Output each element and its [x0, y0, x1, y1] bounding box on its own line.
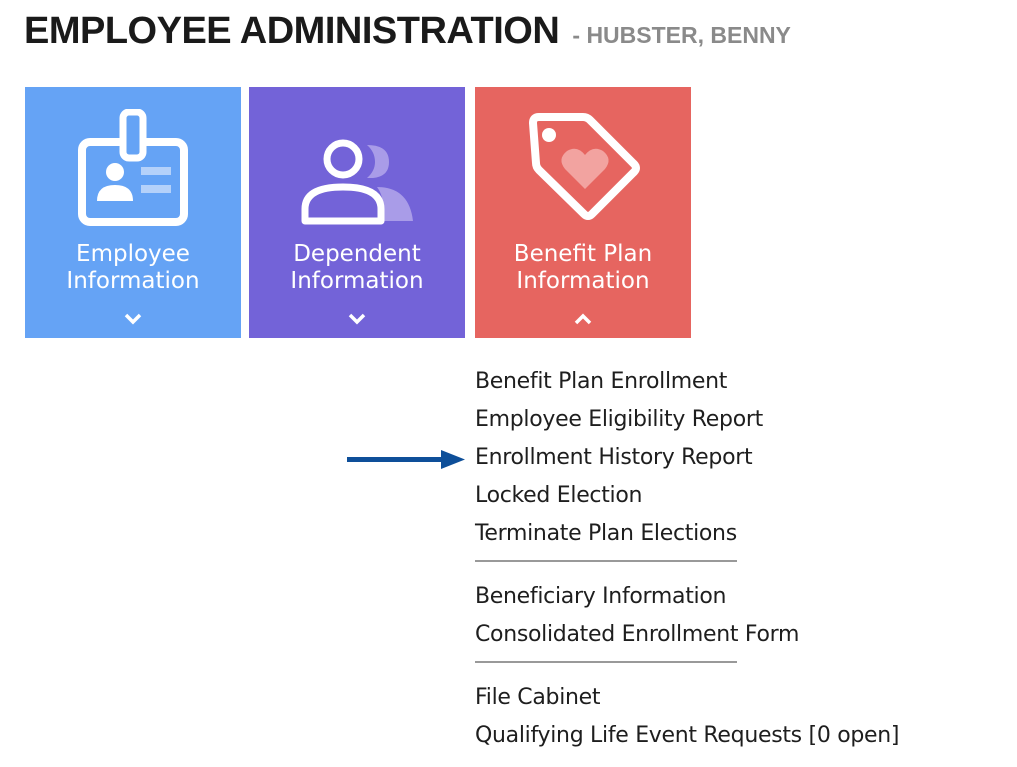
menu-item-file-cabinet[interactable]: File Cabinet [475, 685, 601, 710]
page-title-main: EMPLOYEE ADMINISTRATION [24, 10, 560, 52]
tile-employee-information[interactable] [25, 87, 241, 338]
menu-item-employee-eligibility-report[interactable]: Employee Eligibility Report [475, 407, 763, 432]
menu-item-locked-election[interactable]: Locked Election [475, 483, 643, 508]
annotation-arrow-icon [347, 450, 467, 470]
menu-item-qualifying-life-event-requests[interactable]: Qualifying Life Event Requests [0 open] [475, 723, 900, 748]
employee-name: - HUBSTER, BENNY [572, 22, 791, 48]
menu-item-terminate-plan-elections[interactable]: Terminate Plan Elections [475, 521, 737, 546]
chevron-down-icon [348, 313, 366, 325]
tile-benefit-plan-information[interactable] [475, 87, 691, 338]
menu-divider [475, 560, 737, 562]
benefit-plan-menu [475, 364, 899, 756]
menu-item-enrollment-history-report[interactable]: Enrollment History Report [475, 445, 753, 470]
tile-label: Benefit Plan Information [513, 241, 653, 294]
chevron-down-icon [124, 313, 142, 325]
id-badge-icon [77, 109, 189, 227]
menu-item-beneficiary-information[interactable]: Beneficiary Information [475, 584, 727, 609]
menu-item-consolidated-enrollment-form[interactable]: Consolidated Enrollment Form [475, 622, 800, 647]
tile-label: Employee Information [66, 241, 200, 294]
menu-item-benefit-plan-enrollment[interactable]: Benefit Plan Enrollment [475, 369, 728, 394]
tile-label: Dependent Information [290, 241, 424, 294]
menu-divider [475, 661, 737, 663]
page-title [24, 10, 791, 53]
chevron-up-icon [574, 313, 592, 325]
tile-dependent-information[interactable] [249, 87, 465, 338]
people-icon [297, 127, 417, 227]
tag-heart-icon [525, 109, 641, 225]
